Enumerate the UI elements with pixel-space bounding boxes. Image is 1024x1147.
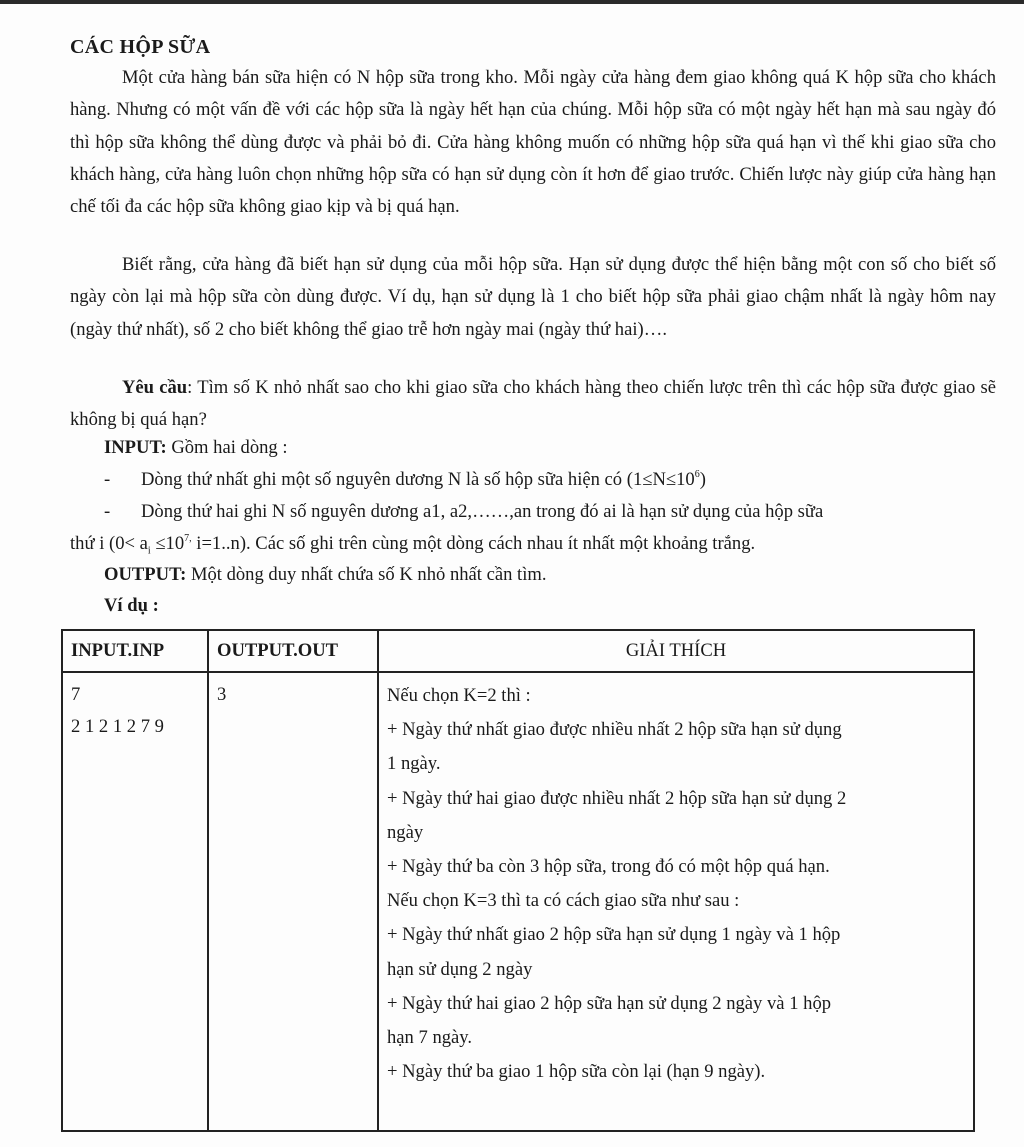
output-line: 3 — [217, 684, 227, 705]
input-line: 2 1 2 1 2 7 9 — [71, 716, 164, 737]
explanation-lines — [379, 673, 973, 1095]
input-label: INPUT: — [104, 437, 167, 458]
explanation-line: Nếu chọn K=3 thì ta có cách giao sữa như sau : — [387, 890, 740, 912]
table-row — [62, 672, 974, 1131]
input-line-2-dash: - — [104, 501, 111, 522]
input-line-2b-mid: ≤10 — [150, 533, 185, 554]
explanation-cell — [378, 672, 974, 1131]
explanation-line: hạn sử dụng 2 ngày — [387, 958, 533, 980]
input-line-1-dash: - — [104, 469, 111, 490]
explanation-line: + Ngày thứ ba còn 3 hộp sữa, trong đó có một hộp quá hạn. — [387, 856, 830, 878]
example-label: Ví dụ : — [104, 595, 159, 616]
paragraph-intro: Một cửa hàng bán sữa hiện có N hộp sữa trong kho. Mỗi ngày cửa hàng đem giao không quá K hộp sữa cho khách hàng. Nhưng có một vấn đề với các hộp sữa là ngày hết hạn của chúng. Mỗi hộp sữa có một ngày hết hạn mà sau ngày đó thì hộp sữa không thể dùng được và phải bỏ đi. Cửa hàng không muốn có những hộp sữa quá hạn vì thế khi giao sữa cho khách hàng, cửa hàng luôn chọn những hộp sữa có hạn sử dụng còn ít hơn để giao trước. Chiến lược này giúp cửa hàng hạn chế tối đa các hộp sữa không giao kịp và bị quá hạn. — [70, 67, 996, 218]
explanation-line: + Ngày thứ nhất giao 2 hộp sữa hạn sử dụng 1 ngày và 1 hộp — [387, 924, 841, 946]
input-line-2b-post: i=1..n). Các số ghi trên cùng một dòng cách nhau ít nhất một khoảng trắng. — [191, 533, 756, 554]
page-title: CÁC HỘP SỮA — [70, 36, 211, 58]
explanation-line: 1 ngày. — [387, 753, 441, 775]
explanation-line: hạn 7 ngày. — [387, 1027, 473, 1049]
requirement-text: : Tìm số K nhỏ nhất sao cho khi giao sữa cho khách hàng theo chiến lược trên thì các hộp sữa được giao sẽ không bị quá hạn? — [70, 377, 997, 431]
input-text: Gồm hai dòng : — [166, 437, 288, 458]
input-line-1-end: ) — [699, 469, 706, 490]
header-output: OUTPUT.OUT — [208, 630, 378, 672]
header-input: INPUT.INP — [62, 630, 208, 672]
table-header-row — [62, 630, 974, 672]
input-line-2b-pre: thứ i (0< a — [70, 533, 148, 554]
output-label: OUTPUT: — [104, 564, 187, 585]
input-line-1-text: Dòng thứ nhất ghi một số nguyên dương N là số hộp sữa hiện có (1≤N≤10 — [141, 469, 695, 490]
explanation-line: + Ngày thứ hai giao 2 hộp sữa hạn sử dụng 2 ngày và 1 hộp — [387, 992, 832, 1014]
output-heading — [104, 564, 547, 586]
explanation-line: + Ngày thứ hai giao được nhiều nhất 2 hộp sữa hạn sử dụng 2 — [387, 787, 847, 809]
input-line: 7 — [71, 684, 81, 705]
input-line-1 — [141, 469, 706, 491]
requirement-label: Yêu cầu — [122, 377, 188, 398]
explanation-line: + Ngày thứ nhất giao được nhiều nhất 2 hộp sữa hạn sử dụng — [387, 719, 842, 741]
input-line-1-exponent: 6 — [694, 468, 700, 480]
input-line-2a: Dòng thứ hai ghi N số nguyên dương a1, a2,……,an trong đó ai là hạn sử dụng của hộp sữa — [141, 501, 824, 522]
input-heading — [104, 437, 288, 459]
input-line-2b — [70, 533, 755, 557]
output-lines — [209, 673, 377, 717]
header-explanation: GIẢI THÍCH — [378, 630, 974, 672]
paragraph-expiry: Biết rằng, cửa hàng đã biết hạn sử dụng của mỗi hộp sữa. Hạn sử dụng được thể hiện bằng một con số cho biết số ngày còn lại mà hộp sữa còn dùng được. Ví dụ, hạn sử dụng là 1 cho biết hộp sữa phải giao chậm nhất là ngày hôm nay (ngày thứ nhất), số 2 cho biết không thể giao trễ hơn ngày mai (ngày thứ hai)…. — [70, 254, 996, 340]
output-text: Một dòng duy nhất chứa số K nhỏ nhất cần tìm. — [186, 564, 547, 585]
requirement-paragraph — [70, 372, 996, 437]
explanation-line: ngày — [387, 821, 424, 843]
input-cell — [62, 672, 208, 1131]
top-border — [0, 0, 1024, 4]
input-line-2b-subscript: i — [147, 545, 151, 557]
input-line-2b-exponent: 7, — [184, 532, 192, 544]
example-table — [61, 629, 975, 1132]
explanation-line: + Ngày thứ ba giao 1 hộp sữa còn lại (hạn 9 ngày). — [387, 1061, 766, 1083]
output-cell — [208, 672, 378, 1131]
explanation-line: Nếu chọn K=2 thì : — [387, 685, 531, 706]
input-lines — [63, 673, 207, 749]
